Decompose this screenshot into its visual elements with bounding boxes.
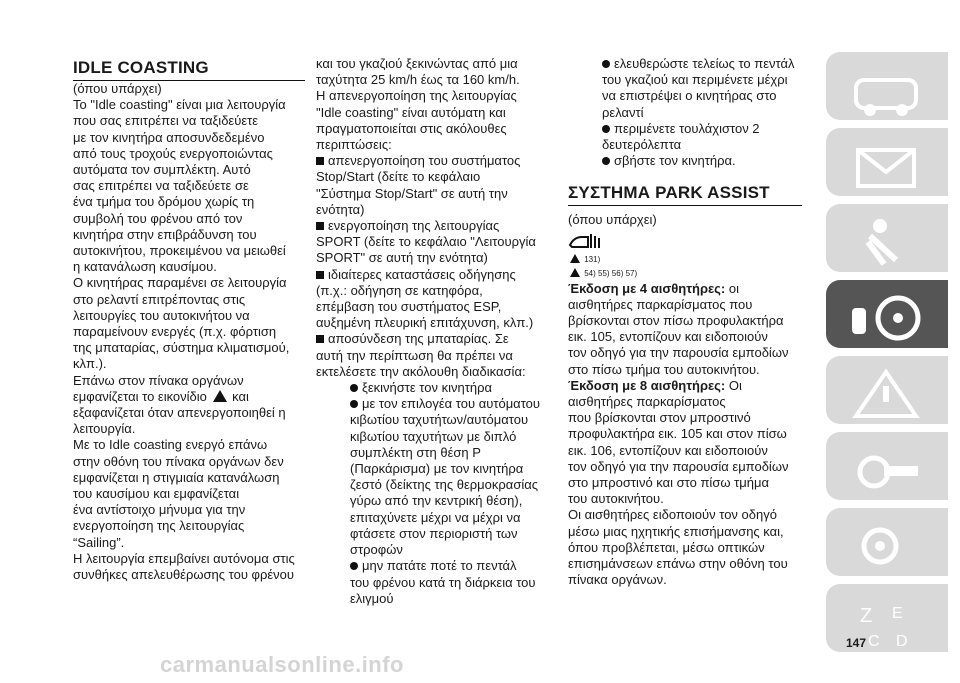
list-item: αποσύνδεση της μπαταρίας. Σε (316, 331, 556, 347)
bullet-dot-icon (350, 400, 358, 408)
version-4-sensors (568, 281, 802, 378)
chapter-tab-seat[interactable] (826, 204, 948, 272)
warning-icon (570, 254, 580, 263)
text-line: με τον κινητήρα αποσυνδεδεμένο (73, 129, 265, 145)
watermark: carmanualsonline.info (160, 652, 404, 677)
text-line: λειτουργία. (73, 421, 136, 437)
text-line: η κατανάλωση καυσίμου. (73, 259, 217, 275)
bullet-square-icon (316, 222, 324, 230)
chapter-tab-warning-road[interactable] (826, 356, 948, 424)
text-line: εικ. 106, εντοπίζουν και ειδοποιούν (568, 442, 768, 458)
bullet-dot-icon (602, 157, 610, 165)
text-line: επισημάνσεων επάνω στην οθόνη του (568, 556, 788, 572)
text-line: αισθητήρες παρκαρίσματος (568, 394, 726, 410)
column-1 (73, 0, 305, 583)
list-item: ελιγμού (350, 590, 394, 606)
idle-coasting-text (73, 81, 305, 389)
text-line: ενεργοποίηση της λειτουργίας (73, 518, 245, 534)
list-item: δευτερόλεπτα (602, 137, 682, 153)
bullet-square-icon (316, 157, 324, 165)
text-line: κλπ.). (73, 356, 107, 372)
section-title-idle-coasting: IDLE COASTING (73, 58, 305, 81)
chapter-tab-wrench-car[interactable] (826, 432, 948, 500)
caution-icon (570, 268, 580, 277)
text-line: ένα τμήμα του δρόμου χωρίς τη (73, 194, 255, 210)
bullet-square-icon (316, 271, 324, 279)
park-assist-icon (568, 231, 802, 253)
text-line: της μπαταρίας, σύστημα κλιματισμού, (73, 340, 290, 356)
list-item: SPORT (δείτε το κεφάλαιο "Λειτουργία (316, 234, 536, 250)
text-line: εξαφανίζεται όταν απενεργοποιηθεί η (73, 405, 286, 421)
text-line: ένα αντίστοιχο μήνυμα για την (73, 502, 246, 518)
list-item: απενεργοποίηση του συστήματος (316, 153, 556, 169)
page-number: 147 (846, 636, 867, 650)
warning-ref-2: 54) 55) 56) 57) (568, 267, 802, 281)
svg-text:Z: Z (860, 605, 873, 627)
column-3 (568, 56, 802, 588)
text-line: Οι αισθητήρες ειδοποιούν τον οδηγό (568, 507, 777, 523)
seat-icon (840, 212, 932, 268)
chapter-tab-car[interactable] (826, 52, 948, 120)
bullet-dot-icon (350, 562, 358, 570)
text-line: τον οδηγό για την παρουσία εμποδίων (568, 345, 789, 361)
icon-line: εμφανίζεται το εικονίδιο και (73, 388, 249, 404)
text-line: στο μπροστινό και στο πίσω τμήμα (568, 475, 769, 491)
list-item: κιβωτίου ταχυτήτων με διπλό (350, 428, 517, 444)
text-line: στην οθόνη του πίνακα οργάνων δεν (73, 453, 284, 469)
list-item: ζεστό (δείκτης της θερμοκρασίας (350, 477, 539, 493)
text-line: Το "Idle coasting" είναι μια λειτουργία (73, 97, 286, 113)
list-item: (π.χ.: οδήγηση σε κατηφόρα, (316, 282, 483, 298)
chapter-tab-gear-music[interactable] (826, 508, 948, 576)
deactivation-list (316, 153, 556, 380)
svg-text:E: E (892, 605, 903, 622)
text-line: κινητήρα στην επιβράδυνση του (73, 226, 257, 242)
list-item: φτάσετε στον περιοριστή των (350, 525, 518, 541)
text-line: περιπτώσεις: (316, 137, 392, 153)
text-line: πραγματοποιείται στις ακόλουθες (316, 120, 507, 136)
list-item: "Σύστημα Stop/Start" σε αυτή την (316, 185, 508, 201)
list-item: συμπλέκτη στη θέση P (350, 444, 481, 460)
text-line: αυτόματα τον συμπλέκτη. Αυτό (73, 162, 251, 178)
wrench-car-icon (840, 440, 932, 496)
gear-music-icon (840, 516, 932, 572)
bullet-dot-icon (350, 384, 358, 392)
list-item: μην πατάτε ποτέ το πεντάλ (350, 558, 556, 574)
list-item: με τον επιλογέα του αυτόματου (350, 396, 556, 412)
procedure-list-cont (568, 56, 802, 169)
text-line: Ο κινητήρας παραμένει σε λειτουργία (73, 275, 287, 291)
list-item: επέμβαση του συστήματος ESP, (316, 299, 502, 315)
list-item: Stop/Start (δείτε το κεφάλαιο (316, 169, 481, 185)
text-line: που σας επιτρέπει να ταξιδεύετε (73, 113, 259, 129)
warning-ref-1: 131) (568, 253, 802, 267)
list-item: ρελαντί (602, 104, 644, 120)
list-item: γύρω από την κεντρική θέση), (350, 493, 523, 509)
bullet-dot-icon (602, 125, 610, 133)
text-line: μέσω μιας ηχητικής επισήμανσης και, (568, 523, 784, 539)
text-line: αισθητήρες παρκαρίσματος που (568, 296, 753, 312)
text-line: από τους τροχούς ενεργοποιώντας (73, 145, 273, 161)
text-line: λειτουργίες του αυτοκινήτου να (73, 307, 250, 323)
list-item: σβήστε τον κινητήρα. (602, 153, 802, 169)
text-line: παραμείνουν ενεργές (π.χ. φόρτιση (73, 324, 277, 340)
list-item: στροφών (350, 542, 403, 558)
idle-coasting-text-2 (73, 405, 305, 583)
bullet-square-icon (316, 335, 324, 343)
svg-text:D: D (896, 633, 908, 648)
text-line: "Idle coasting" είναι αυτόματη και (316, 104, 506, 120)
deactivation-intro (316, 56, 556, 153)
chapter-tab-mail[interactable] (826, 128, 948, 196)
column-2 (316, 56, 556, 607)
text-line: “Sailing”. (73, 534, 125, 550)
text-line: βρίσκονται στον πίσω προφυλακτήρα (568, 313, 784, 329)
steering-key-icon (840, 288, 932, 344)
text-line: εμφανίζεται η στιγμιαία κατανάλωση (73, 469, 280, 485)
text-line: συνθήκες απελευθέρωσης του φρένου (73, 567, 295, 583)
list-item: αυτή την περίπτωση θα πρέπει να (316, 347, 513, 363)
warning-road-icon (840, 364, 932, 420)
text-line: του αυτοκινήτου. (568, 491, 664, 507)
text-line: πίνακα οργάνων. (568, 572, 667, 588)
text-line: συμβολή του φρένου από τον (73, 210, 243, 226)
text-line: Επάνω στον πίνακα οργάνων (73, 372, 244, 388)
text-line: που βρίσκονται στον μπροστινό (568, 410, 751, 426)
car-icon (840, 60, 932, 116)
list-item: ελευθερώστε τελείως το πεντάλ (602, 56, 802, 72)
bullet-dot-icon (602, 60, 610, 68)
chapter-tab-steering-key[interactable] (826, 280, 948, 348)
text-line: Έκδοση με 8 αισθητήρες: Οι (568, 377, 742, 393)
text-line: τον οδηγό για την παρουσία εμποδίων (568, 458, 789, 474)
text-line: σας επιτρέπει να ταξιδεύετε σε (73, 178, 249, 194)
section-title-park-assist: ΣΥΣΤΗΜΑ PARK ASSIST (568, 183, 802, 206)
list-item: ιδιαίτερες καταστάσεις οδήγησης (316, 267, 556, 283)
list-item: (Παρκάρισμα) με τον κινητήρα (350, 461, 524, 477)
version-heading: Έκδοση με 4 αισθητήρες: (568, 280, 726, 296)
text-line: στο ρελαντί επιτρέποντας στις (73, 291, 246, 307)
text-line: Με το Idle coasting ενεργό επάνω (73, 437, 268, 453)
chapter-tab-index-letters[interactable] (826, 584, 948, 652)
list-item: ενεργοποίηση της λειτουργίας (316, 218, 556, 234)
text-line: προφυλακτήρα εικ. 105 και στον πίσω (568, 426, 787, 442)
list-item: του φρένου κατά τη διάρκεια του (350, 574, 536, 590)
list-item: SPORT" σε αυτή την ενότητα) (316, 250, 488, 266)
sailing-icon (213, 390, 227, 402)
text-line: του καυσίμου και εμφανίζεται (73, 486, 240, 502)
text-line: Η απενεργοποίηση της λειτουργίας (316, 88, 517, 104)
availability-note: (όπου υπάρχει) (568, 212, 657, 228)
chapter-tabs (826, 52, 960, 660)
list-item: να επιστρέψει ο κινητήρας στο (602, 88, 777, 104)
list-item: εκτελέσετε την ακόλουθη διαδικασία: (316, 363, 526, 379)
text-line: αυτοκινήτου, προκειμένου να μειωθεί (73, 243, 286, 259)
list-item: περιμένετε τουλάχιστον 2 (602, 121, 802, 137)
list-item: επιταχύνετε μέχρι να μέχρι να (350, 509, 521, 525)
mail-icon (840, 136, 932, 192)
text-line: ταχύτητα 25 km/h έως τα 160 km/h. (316, 72, 520, 88)
text-line: (όπου υπάρχει) (73, 81, 162, 96)
text-line: όπου προβλέπεται, μέσω οπτικών (568, 539, 765, 555)
list-item: αυξημένη πλευρική επιτάχυνση, κλπ.) (316, 315, 534, 331)
text-line: εικ. 105, εντοπίζουν και ειδοποιούν (568, 329, 768, 345)
version-8-sensors (568, 378, 802, 589)
svg-text:C: C (868, 633, 880, 648)
version-heading: Έκδοση με 8 αισθητήρες: (568, 377, 726, 393)
text-line: και του γκαζιού ξεκινώντας από μια (316, 56, 518, 71)
list-item: ενότητα) (316, 201, 365, 217)
text-line: Έκδοση με 4 αισθητήρες: οι (568, 280, 739, 296)
list-item: του γκαζιού και περιμένετε μέχρι (602, 72, 788, 88)
list-item: κιβωτίου ταχυτήτων/αυτόματου (350, 412, 529, 428)
list-item: ξεκινήστε τον κινητήρα (350, 380, 556, 396)
text-line: Η λειτουργία επεμβαίνει αυτόνομα στις (73, 550, 295, 566)
procedure-list (316, 380, 556, 607)
text-line: στο πίσω τμήμα του αυτοκινήτου. (568, 361, 760, 377)
